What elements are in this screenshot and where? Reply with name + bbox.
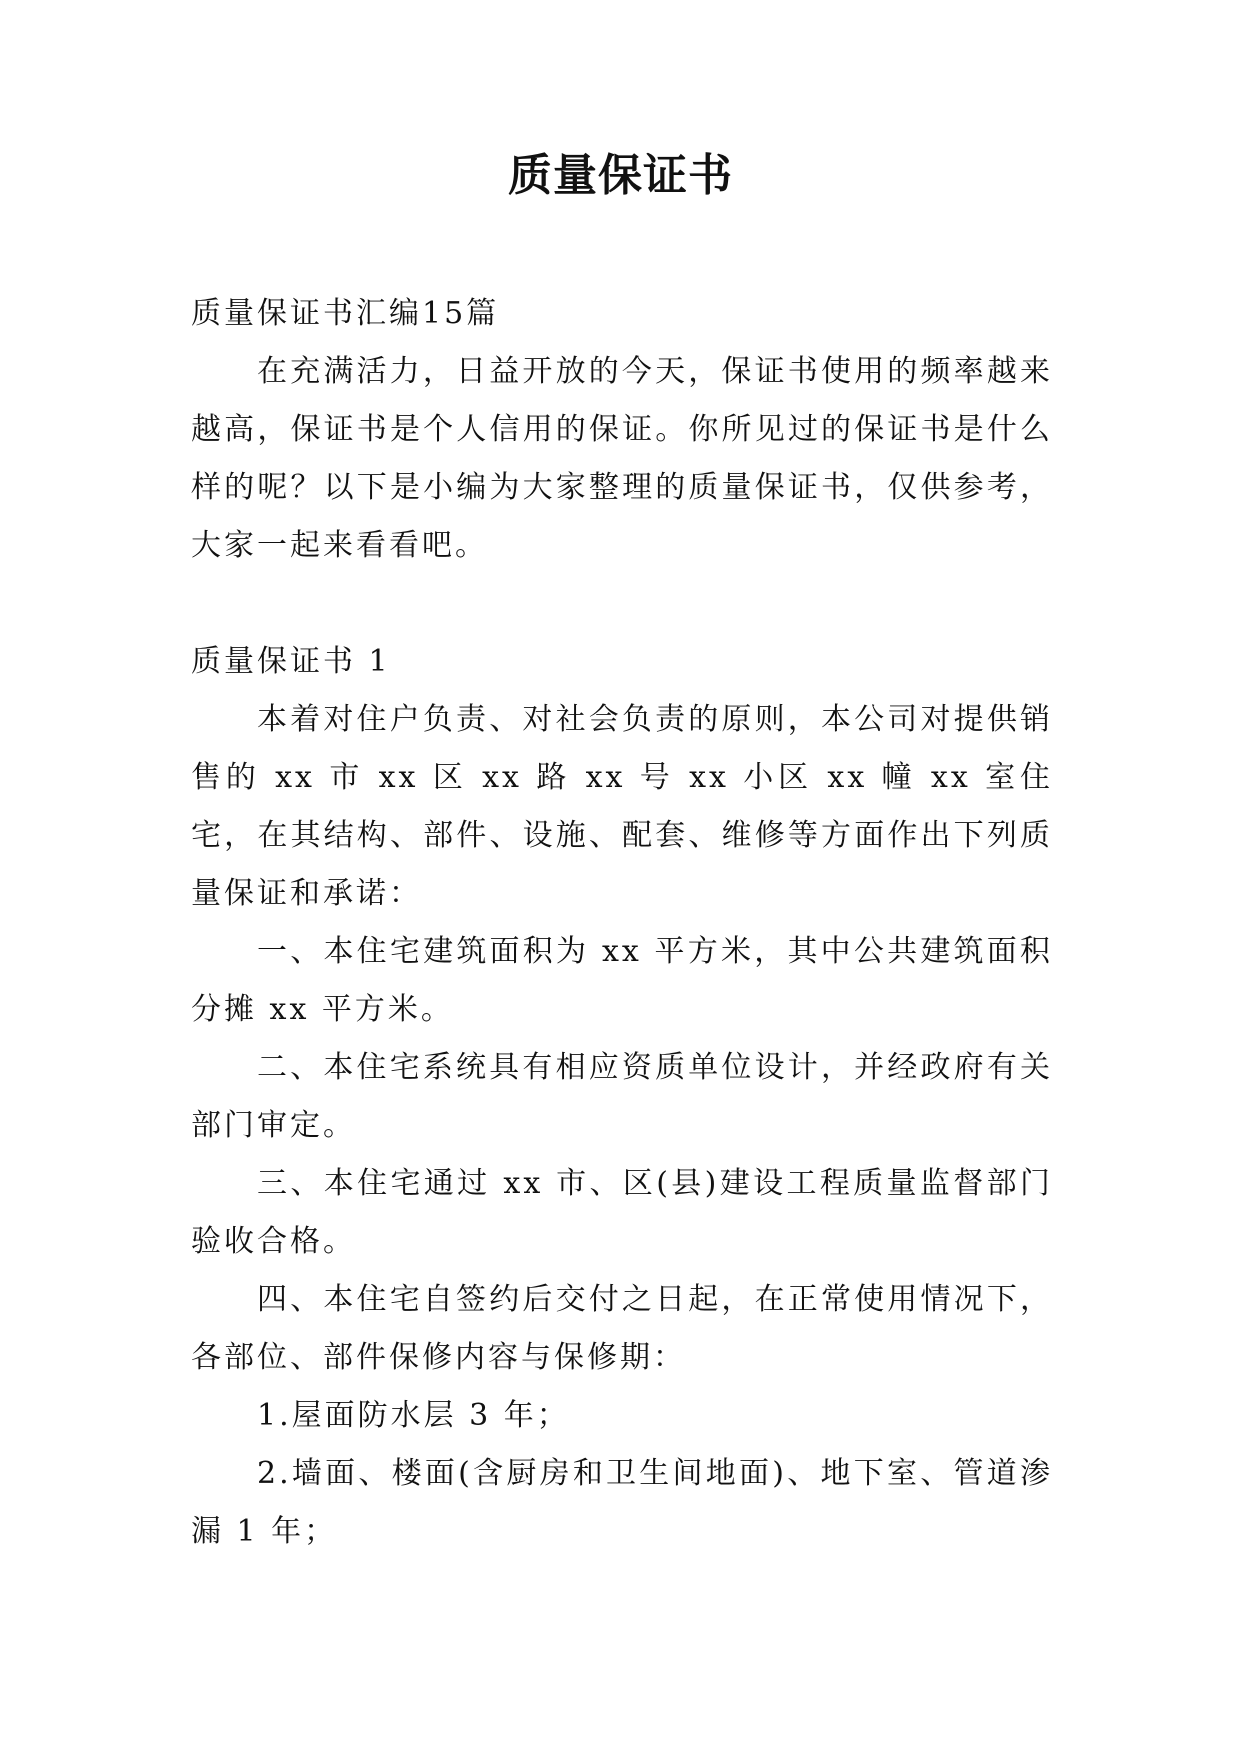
list-item: 1.屋面防水层 3 年；: [257, 1398, 570, 1433]
list-item: 2.墙面、楼面(含厨房和卫生间地面)、地下室、管道渗漏 1 年；: [191, 1456, 1053, 1549]
body-paragraph: 二、本住宅系统具有相应资质单位设计，并经政府有关部门审定。: [191, 1050, 1053, 1143]
document-body: [191, 285, 1053, 1561]
intro-paragraph: 在充满活力，日益开放的今天，保证书使用的频率越来越高，保证书是个人信用的保证。你所见过的保证书是什么样的呢？以下是小编为大家整理的质量保证书，仅供参考，大家一起来看看吧。: [191, 354, 1053, 563]
body-paragraph: 一、本住宅建筑面积为 xx 平方米，其中公共建筑面积分摊 xx 平方米。: [191, 934, 1053, 1027]
section-heading: 质量保证书 1: [191, 644, 391, 679]
body-paragraph: 四、本住宅自签约后交付之日起，在正常使用情况下，各部位、部件保修内容与保修期：: [191, 1282, 1053, 1375]
paragraph-spacer: [191, 575, 1053, 633]
body-paragraph: 本着对住户负责、对社会负责的原则，本公司对提供销售的 xx 市 xx 区 xx 路 xx 号 xx 小区 xx 幢 xx 室住宅，在其结构、部件、设施、配套、维修等方面作出下列质量保证和承诺：: [191, 702, 1053, 911]
body-paragraph: 三、本住宅通过 xx 市、区(县)建设工程质量监督部门验收合格。: [191, 1166, 1053, 1259]
compilation-subtitle: 质量保证书汇编15篇: [191, 296, 500, 331]
document-title: 质量保证书: [508, 150, 733, 201]
